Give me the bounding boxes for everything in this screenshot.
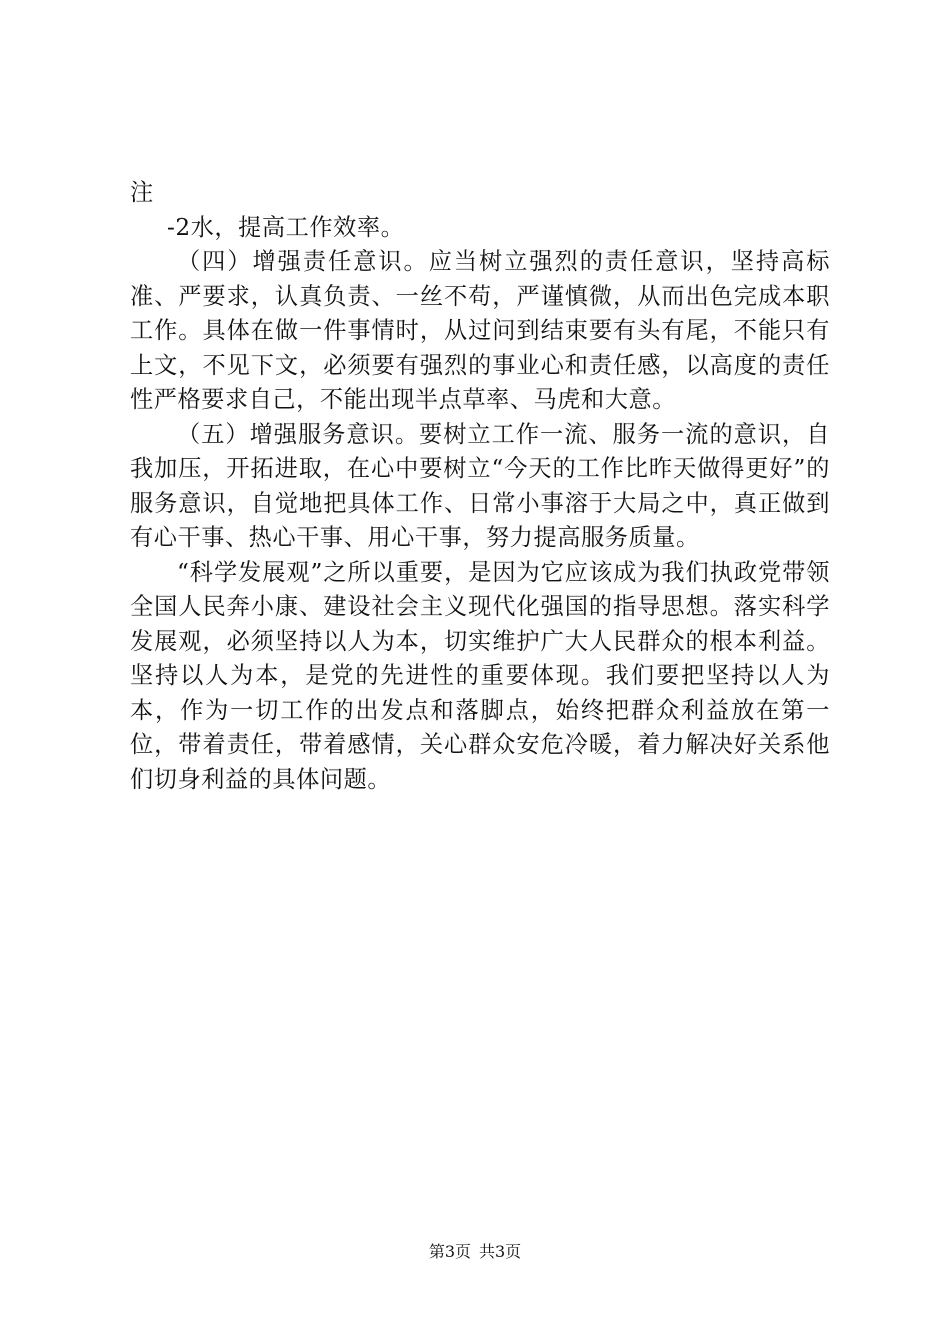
page-number-current: 第3页 — [428, 1242, 471, 1261]
page-footer — [0, 1242, 950, 1262]
paragraph-fragment: 注 — [130, 179, 154, 206]
paragraph-service: （五）增强服务意识。要树立工作一流、服务一流的意识，自我加压，开拓进取，在心中要树立“今天的工作比昨天做得更好”的服务意识，自觉地把具体工作、日常小事溶于大局之中，真正做到有心干事、热心干事、用心干事，努力提高服务质量。 — [130, 420, 830, 551]
document-body — [130, 176, 830, 797]
paragraph-responsibility: （四）增强责任意识。应当树立强烈的责任意识，坚持高标准、严要求，认真负责、一丝不苟，严谨慎微，从而出色完成本职工作。具体在做一件事情时，从过问到结束要有头有尾，不能只有上文，不见下文，必须要有强烈的事业心和责任感，以高度的责任性严格要求自己，不能出现半点草率、马虎和大意。 — [130, 248, 830, 413]
paragraph-continuation: -2水，提高工作效率。 — [167, 213, 405, 241]
page-number-total: 共3页 — [479, 1242, 522, 1261]
paragraph-scientific-development: “科学发展观”之所以重要，是因为它应该成为我们执政党带领全国人民奔小康、建设社会主义现代化强国的指导思想。落实科学发展观，必须坚持以人为本，切实维护广大人民群众的根本利益。坚持以人为本，是党的先进性的重要体现。我们要把坚持以人为本，作为一切工作的出发点和落脚点，始终把群众利益放在第一位，带着责任，带着感情，关心群众安危冷暖，着力解决好关系他们切身利益的具体问题。 — [130, 558, 830, 793]
